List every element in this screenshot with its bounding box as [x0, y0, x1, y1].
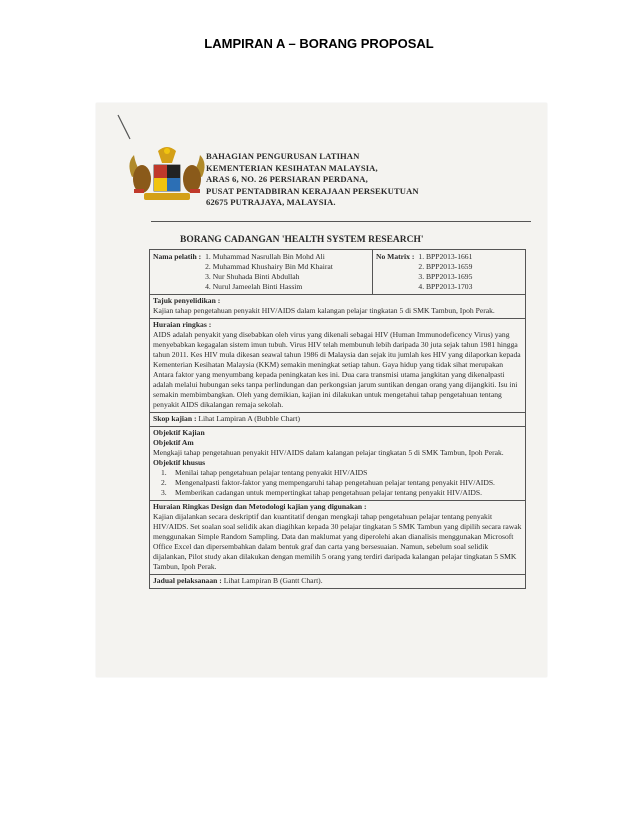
pen-mark-icon [110, 113, 140, 143]
letterhead-line: KEMENTERIAN KESIHATAN MALAYSIA, [206, 162, 378, 173]
proposal-form-table [149, 249, 526, 589]
page-heading: LAMPIRAN A – BORANG PROPOSAL [204, 36, 434, 51]
scanned-proposal-form [96, 103, 547, 677]
trainee-name: 3. Nur Shuhada Binti Abdullah [205, 272, 300, 281]
specific-objective-item [161, 468, 522, 478]
summary-section [150, 318, 525, 412]
letterhead-line: ARAS 6, NO. 26 PERSIARAN PERDANA, [206, 174, 368, 184]
objective-number: 1. [161, 468, 167, 477]
letterhead-line: 62675 PUTRAJAYA, MALAYSIA. [206, 197, 336, 207]
summary-label: Huraian ringkas : [153, 320, 212, 329]
trainee-cell [150, 250, 373, 294]
objectives-section [150, 426, 525, 500]
design-label: Huraian Ringkas Design dan Metodologi kajian yang digunakan : [153, 502, 367, 511]
general-objective-label: Objektif Am [153, 438, 194, 447]
matrix-list [418, 252, 472, 292]
government-crest-logo [122, 143, 212, 205]
specific-objectives-list [153, 468, 522, 498]
letterhead-line: PUSAT PENTADBIRAN KERAJAAN PERSEKUTUAN [206, 185, 419, 196]
trainee-name: 2. Muhammad Khushairy Bin Md Khairat [205, 262, 333, 271]
matrix-cell [373, 250, 525, 294]
scope-text: Lihat Lampiran A (Bubble Chart) [198, 414, 301, 423]
objective-text: Mengenalpasti faktor-faktor yang mempengaruhi tahap pengetahuan pelajar tentang penyakit HIV/AIDS. [175, 478, 495, 487]
matrix-number: 1. BPP2013-1661 [418, 252, 473, 261]
objective-text: Menilai tahap pengetahuan pelajar tentang penyakit HIV/AIDS [175, 468, 368, 477]
general-objective-text: Mengkaji tahap pengetahuan penyakit HIV/AIDS dalam kalangan pelajar tingkatan 5 di SMK Tambun, Ipoh Perak. [153, 448, 504, 457]
research-title-label: Tajuk penyelidikan : [153, 296, 221, 305]
trainee-name: 1. Muhammad Nasrullah Bin Mohd Ali [205, 252, 325, 261]
schedule-label: Jadual pelaksanaan : [153, 576, 222, 585]
scope-label: Skop kajian : [153, 414, 197, 423]
objective-text: Memberikan cadangan untuk mempertingkat tahap pengetahuan pelajar tentang penyakit HIV/AIDS. [175, 488, 483, 497]
specific-objectives-label: Objektif khusus [153, 458, 206, 467]
objectives-label: Objektif Kajian [153, 428, 205, 437]
specific-objective-item [161, 478, 522, 488]
matrix-label: No Matrix : [376, 252, 415, 261]
schedule-text: Lihat Lampiran B (Gantt Chart). [223, 576, 323, 585]
summary-text: AIDS adalah penyakit yang disebabkan oleh virus yang dikenali sebagai HIV (Human Immunodeficency Virus) yang menyebabkan kegagalan sistem imun tubuh. Virus HIV telah membunuh lebih daripada 30 juta sejak tahun 1981 hingga tahun 2011. Kes HIV mula dikesan seawal tahun 1986 di Malaysia dan sejak itu jumlah kes HIV yang dilaporkan kepada Kementerian Kesihatan Malaysia (KKM) semakin meningkat setiap tahun. Gaya hidup yang tidak sihat merupakan Antara faktor yang menyumbang kepada peningkatan kes ini. Dua cara transmisi utama jangkitan yang dikenalpasti adalah melalui hubungan seks tanpa perlindungan dan perkongsian jarum suntikan dengan orang yang dijangkiti. Isu ini semakin membimbangkan. Oleh yang demikian, kajian ini dilakukan untuk mengetahui tahap pengetahuan tentang penyakit AIDS dikalangan remaja sekolah. [153, 330, 521, 409]
matrix-number: 4. BPP2013-1703 [418, 282, 473, 291]
trainee-list [205, 252, 333, 292]
matrix-number: 2. BPP2013-1659 [418, 262, 473, 271]
trainee-matrix-row [150, 250, 525, 294]
form-title: BORANG CADANGAN 'HEALTH SYSTEM RESEARCH' [180, 235, 424, 245]
objective-number: 2. [161, 478, 167, 487]
scope-section [150, 412, 525, 426]
letterhead-divider [151, 221, 531, 222]
objective-number: 3. [161, 488, 167, 497]
schedule-section [150, 574, 525, 588]
matrix-number: 3. BPP2013-1695 [418, 272, 473, 281]
letterhead-address [206, 151, 419, 209]
design-text: Kajian dijalankan secara deskriptif dan kuantitatif dengan mengkaji tahap pengetahuan pelajar tentang penyakit HIV/AIDS. Set soalan soal selidik akan diagihkan kepada 30 pelajar tingkatan 5 SMK Tambun yang dipilih secara rawak menggunakan Simple Random Sampling. Data dan maklumat yang diperolehi akan dianalisis menggunakan Microsoft Office Excel dan dipersembahkan dalam bentuk graf dan carta yang bersesuaian. Namun, sebelum soal selidik dijalankan, Pilot study akan dilakukan dengan memilih 5 orang yang terdiri daripada kalangan pelajar tingkatan 5 SMK Tambun, Ipoh Perak. [153, 512, 522, 571]
design-section [150, 500, 525, 574]
research-title-text: Kajian tahap pengetahuan penyakit HIV/AIDS dalam kalangan pelajar tingkatan 5 di SMK Tambun, Ipoh Perak. [153, 306, 495, 315]
specific-objective-item [161, 488, 522, 498]
research-title-section [150, 294, 525, 318]
trainee-name: 4. Nurul Jameelah Binti Hassim [205, 282, 303, 291]
trainee-label: Nama pelatih : [153, 252, 202, 261]
letterhead-line: BAHAGIAN PENGURUSAN LATIHAN [206, 151, 360, 161]
